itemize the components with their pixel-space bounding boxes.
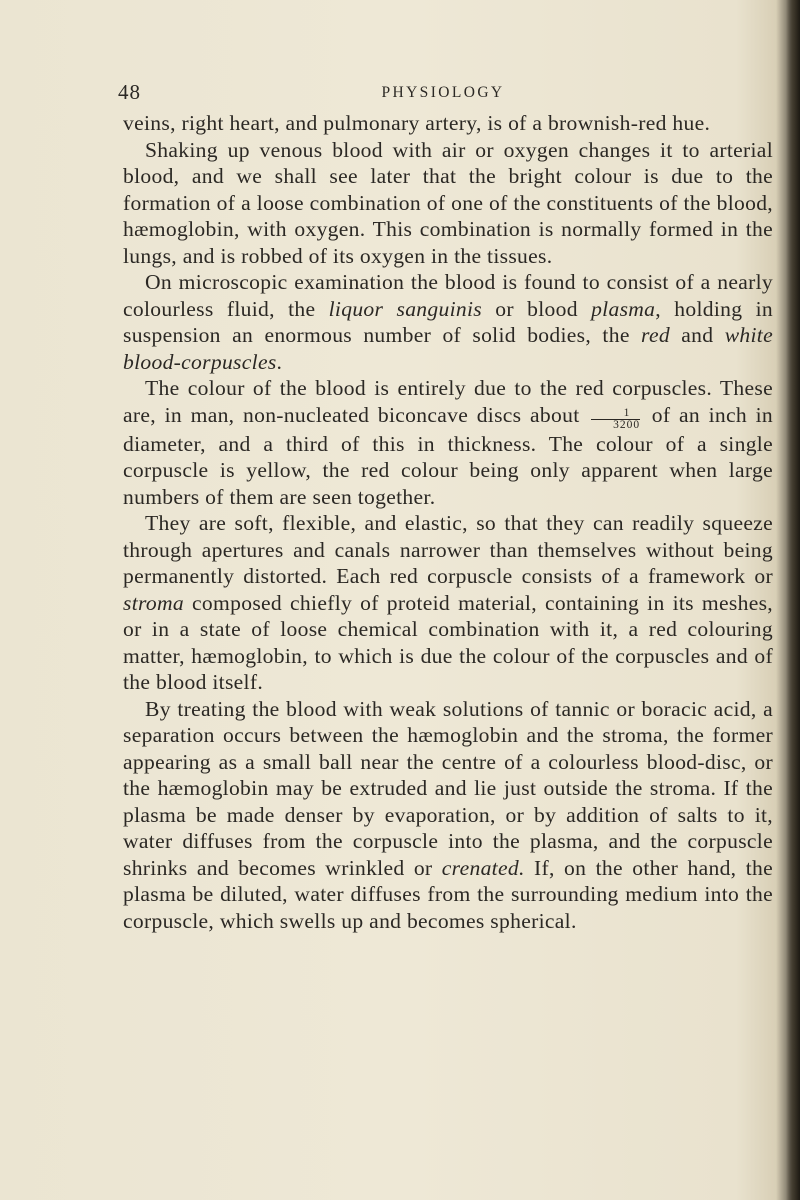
body-text — [123, 110, 773, 934]
text-run: and — [669, 323, 725, 347]
term-red: red — [641, 323, 670, 347]
text-run: If, on the other hand, the plasma be diluted, water diffuses from the surrounding medium into the corpuscle, which swells up and becomes spherical. — [123, 855, 774, 933]
text-run: or blood — [481, 296, 592, 321]
text-run: composed chiefly of proteid material, containing in its meshes, or in a state of loose chemical combination with it, a red colouring matter, hæmoglobin, to which is due the colour of the corpuscles and of the blood itself. — [123, 590, 773, 694]
text-run: . — [276, 349, 283, 374]
term-stroma: stroma — [123, 590, 184, 615]
text-run: On microscopic examination the blood is found to consist of a nearly colourless fluid, the — [123, 270, 773, 321]
text-run: , holding in suspension an enormous number of solid bodies, the — [123, 296, 773, 347]
paragraph-3 — [123, 269, 773, 375]
term-plasma: plasma — [591, 296, 656, 321]
term-white-blood-corpuscles: white blood-corpuscles — [123, 323, 773, 374]
fraction-numerator: 1 — [591, 408, 640, 420]
page-number: 48 — [118, 80, 141, 104]
text-run: They are soft, flexible, and elastic, so that they can readily squeeze through apertures and canals narrower than themselves without being permanently distorted. Each red corpuscle consists of a framework or — [123, 511, 773, 588]
text-run: The colour of the blood is entirely due to the red corpuscles. These are, in man, non-nucleated biconcave discs about — [123, 376, 773, 427]
running-head: PHYSIOLOGY — [381, 84, 505, 101]
text-run: of an inch in diameter, and a third of this in thickness. The colour of a single corpuscle is yellow, the red colour being only apparent when large numbers of them are seen together. — [123, 402, 774, 509]
paragraph-2: Shaking up venous blood with air or oxygen changes it to arterial blood, and we shall see later that the bright colour is due to the formation of a loose combination of one of the constituents of the blood, hæmoglobin, with oxygen. This combination is normally formed in the lungs, and is robbed of its oxygen in the tissues. — [123, 137, 773, 268]
paragraph-6 — [123, 696, 773, 935]
page-header — [118, 80, 768, 110]
fraction — [591, 408, 640, 431]
paragraph-4 — [123, 375, 773, 510]
text-run: By treating the blood with weak solutions of tannic or boracic acid, a separation occurs between the hæmoglobin and the stroma, the former appearing as a small ball near the centre of a colourless blood-disc, or the hæmoglobin may be extruded and lie just outside the stroma. If the plasma be made denser by evaporation, or by addition of salts to it, water diffuses from the corpuscle into the plasma, and the corpuscle shrinks and becomes wrinkled or — [123, 696, 773, 880]
page-edge-shadow — [786, 0, 800, 1200]
fraction-denominator: 3200 — [613, 418, 641, 431]
paragraph-1: veins, right heart, and pulmonary artery, is of a brownish-red hue. — [123, 111, 711, 135]
paragraph-5 — [123, 510, 773, 696]
term-liquor-sanguinis: liquor sanguinis — [328, 296, 482, 321]
term-crenated: crenated. — [441, 855, 525, 880]
